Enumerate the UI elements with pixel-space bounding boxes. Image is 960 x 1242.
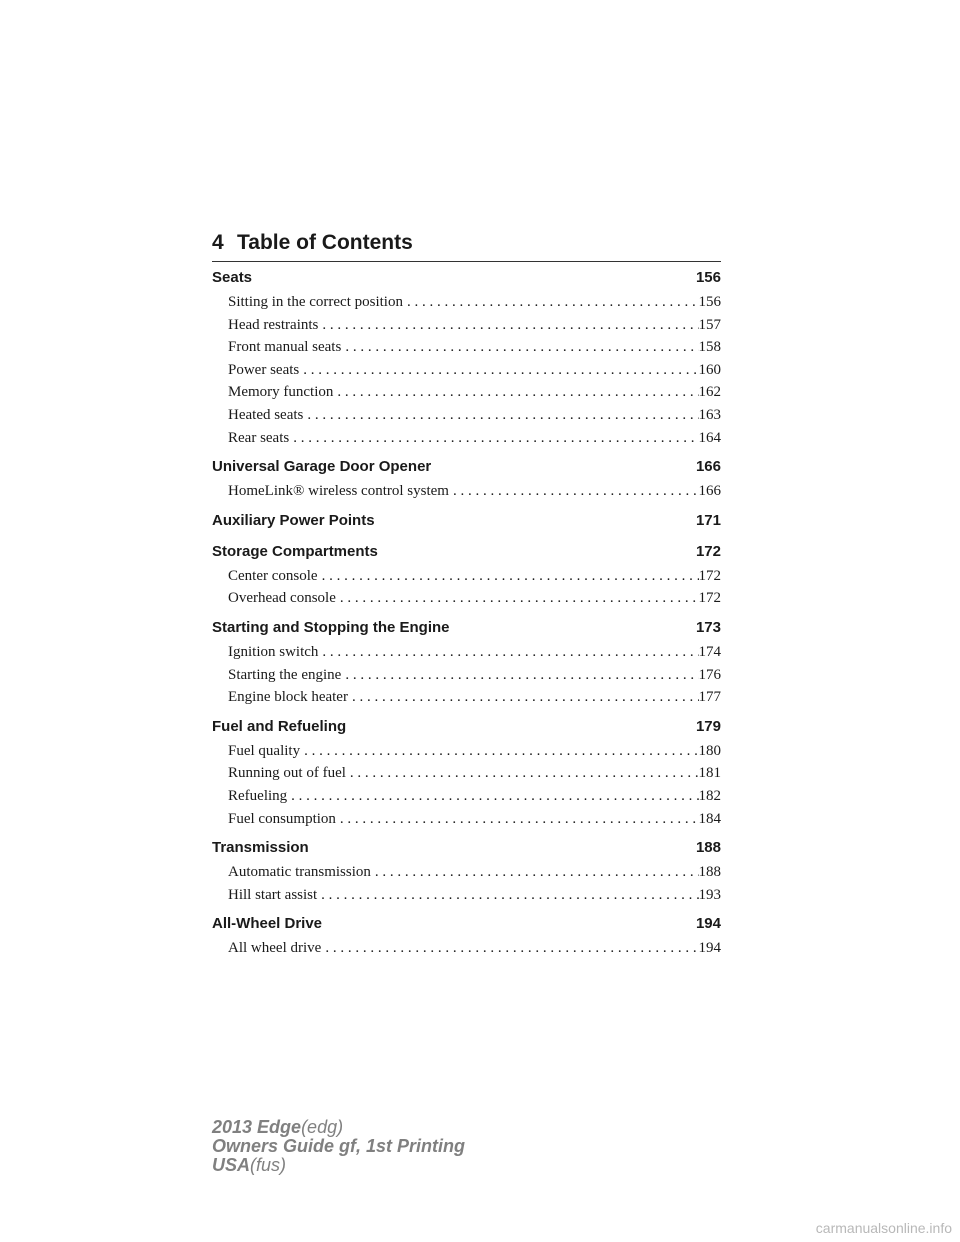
- toc-entry[interactable]: [212, 808, 721, 831]
- footer-guide-line: [212, 1137, 465, 1156]
- entry-page: 180: [698, 742, 721, 759]
- entry-title: Overhead console: [228, 590, 336, 607]
- entry-page: 182: [698, 787, 721, 804]
- entry-page: 156: [698, 294, 721, 310]
- entry-title: Automatic transmission: [228, 864, 371, 881]
- toc-entry[interactable]: [212, 314, 721, 337]
- entry-page: 184: [698, 810, 721, 827]
- section-title: All-Wheel Drive: [212, 915, 323, 933]
- entry-page: 188: [698, 864, 721, 881]
- footer-guide: Owners Guide gf, 1st Printing: [212, 1136, 466, 1156]
- dot-leader: [336, 587, 699, 610]
- section-title: Auxiliary Power Points: [212, 511, 375, 529]
- entry-title: Front manual seats: [228, 339, 342, 356]
- entry-title: Engine block heater: [228, 689, 348, 706]
- dot-leader: [299, 359, 698, 382]
- entry-page: 162: [698, 384, 721, 401]
- toc-entry[interactable]: [212, 762, 721, 785]
- toc-entry[interactable]: [212, 785, 721, 808]
- entry-title: Starting the engine: [228, 666, 342, 683]
- section-title: Storage Compartments: [212, 542, 378, 560]
- entry-title: Memory function: [228, 384, 334, 401]
- entry-title: Refueling: [228, 787, 288, 804]
- section-page: 172: [695, 542, 721, 560]
- dot-leader: [348, 686, 699, 709]
- toc-entry[interactable]: [212, 291, 721, 314]
- toc-entry[interactable]: [212, 641, 721, 664]
- footer-model-line: [212, 1118, 465, 1137]
- section-page: 194: [695, 915, 721, 933]
- toc-section: [212, 714, 721, 830]
- section-title: Transmission: [212, 839, 309, 857]
- page-header: [212, 229, 721, 262]
- toc-section: [212, 615, 721, 709]
- dot-leader: [341, 664, 698, 687]
- entry-page: 157: [698, 316, 721, 333]
- entry-page: 174: [698, 643, 721, 660]
- entry-title: HomeLink® wireless control system: [228, 483, 449, 500]
- toc-section: [212, 539, 721, 610]
- dot-leader: [321, 937, 698, 960]
- entry-title: Sitting in the correct position: [228, 294, 403, 310]
- section-heading[interactable]: [212, 714, 721, 740]
- toc-entry[interactable]: [212, 861, 721, 884]
- dot-leader: [287, 785, 698, 808]
- toc-entry[interactable]: [212, 937, 721, 960]
- section-page: 171: [695, 511, 721, 529]
- entry-page: 163: [698, 406, 721, 423]
- entry-page: 164: [698, 429, 721, 446]
- section-page: 179: [695, 717, 721, 735]
- toc-entry[interactable]: [212, 480, 721, 503]
- dot-leader: [371, 861, 699, 884]
- dot-leader: [300, 740, 698, 763]
- entry-title: Ignition switch: [228, 643, 319, 660]
- section-title: Starting and Stopping the Engine: [212, 618, 450, 636]
- toc-section: [212, 454, 721, 503]
- document-footer: [212, 1118, 465, 1175]
- entry-page: 176: [698, 666, 721, 683]
- entry-title: Fuel consumption: [228, 810, 336, 827]
- section-page: 156: [695, 269, 721, 286]
- page-number: 4: [212, 231, 224, 254]
- section-heading[interactable]: [212, 911, 721, 937]
- toc-section: [212, 508, 721, 534]
- section-heading[interactable]: [212, 508, 721, 534]
- toc-section: [212, 835, 721, 906]
- entry-page: 172: [698, 590, 721, 607]
- dot-leader: [289, 427, 698, 450]
- footer-model: 2013 Edge: [212, 1117, 302, 1137]
- watermark: carmanualsonline.info: [815, 1220, 952, 1236]
- footer-market: USA: [212, 1155, 251, 1175]
- section-heading[interactable]: [212, 454, 721, 480]
- table-of-contents: [212, 265, 721, 960]
- dot-leader: [333, 381, 698, 404]
- entry-title: Power seats: [228, 361, 300, 378]
- entry-page: 193: [698, 886, 721, 903]
- toc-entry[interactable]: [212, 565, 721, 588]
- section-heading[interactable]: [212, 539, 721, 565]
- section-page: 173: [695, 618, 721, 636]
- footer-market-line: [212, 1156, 465, 1175]
- dot-leader: [318, 641, 698, 664]
- entry-page: 160: [698, 361, 721, 378]
- dot-leader: [336, 808, 699, 831]
- section-page: 166: [695, 458, 721, 476]
- entry-title: All wheel drive: [228, 940, 322, 957]
- toc-section: [212, 911, 721, 960]
- dot-leader: [303, 404, 698, 427]
- toc-entry[interactable]: [212, 427, 721, 450]
- entry-title: Rear seats: [228, 429, 290, 446]
- entry-title: Running out of fuel: [228, 765, 346, 782]
- section-heading[interactable]: [212, 265, 721, 291]
- toc-entry[interactable]: [212, 381, 721, 404]
- section-heading[interactable]: [212, 615, 721, 641]
- section-title: Fuel and Refueling: [212, 717, 347, 735]
- dot-leader: [449, 480, 699, 503]
- toc-entry[interactable]: [212, 359, 721, 382]
- entry-page: 177: [698, 689, 721, 706]
- section-page: 188: [695, 839, 721, 857]
- dot-leader: [346, 762, 699, 785]
- entry-title: Center console: [228, 567, 318, 584]
- entry-page: 158: [698, 339, 721, 356]
- page-title: Table of Contents: [237, 231, 413, 254]
- entry-title: Hill start assist: [228, 886, 318, 903]
- footer-model-code: (edg): [301, 1117, 344, 1137]
- toc-entry[interactable]: [212, 686, 721, 709]
- dot-leader: [318, 565, 699, 588]
- entry-page: 181: [698, 765, 721, 782]
- entry-title: Heated seats: [228, 406, 304, 423]
- footer-market-code: (fus): [250, 1155, 287, 1175]
- toc-entry[interactable]: [212, 884, 721, 907]
- section-heading[interactable]: [212, 835, 721, 861]
- section-title: Universal Garage Door Opener: [212, 458, 432, 476]
- toc-entry[interactable]: [212, 664, 721, 687]
- toc-section: [212, 265, 721, 449]
- entry-title: Head restraints: [228, 316, 319, 333]
- toc-entry[interactable]: [212, 587, 721, 610]
- toc-entry[interactable]: [212, 404, 721, 427]
- entry-page: 172: [698, 567, 721, 584]
- toc-entry[interactable]: [212, 336, 721, 359]
- dot-leader: [318, 314, 698, 337]
- dot-leader: [341, 336, 698, 359]
- dot-leader: [317, 884, 698, 907]
- entry-page: 194: [698, 940, 721, 957]
- section-title: Seats: [212, 269, 253, 286]
- entry-title: Fuel quality: [228, 742, 301, 759]
- toc-entry[interactable]: [212, 740, 721, 763]
- dot-leader: [403, 291, 699, 314]
- entry-page: 166: [698, 483, 721, 500]
